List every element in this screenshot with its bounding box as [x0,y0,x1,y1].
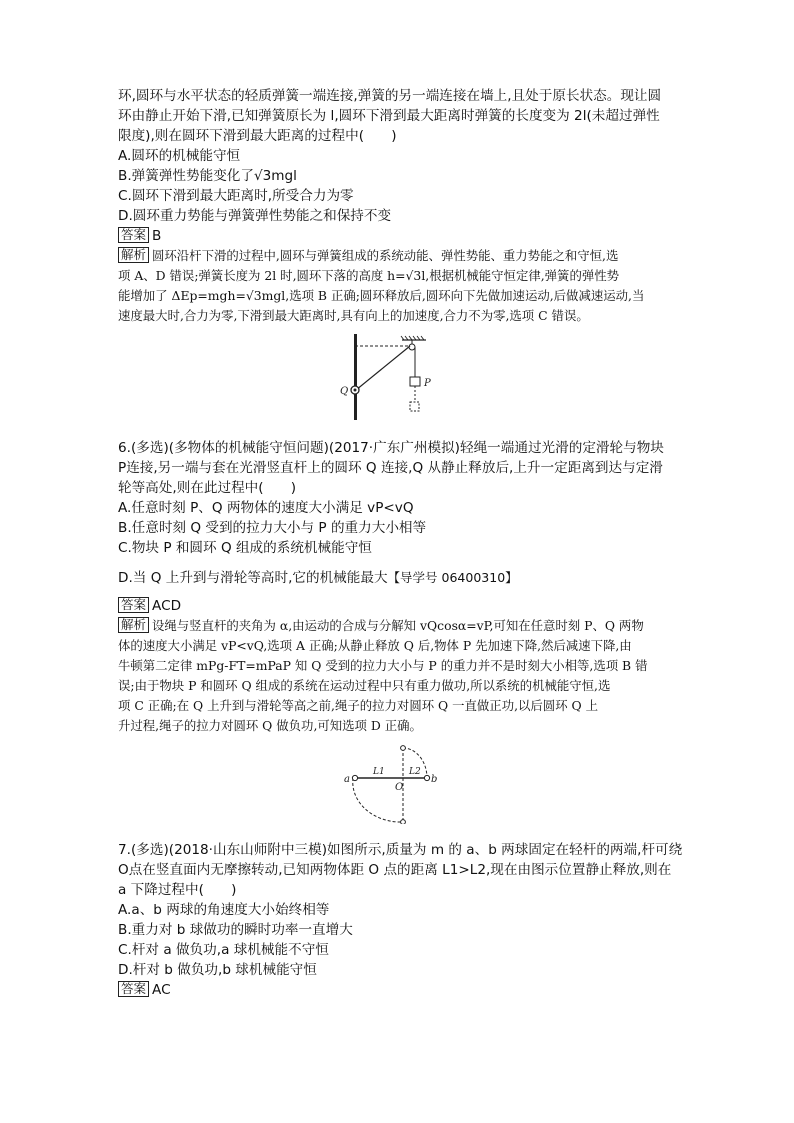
q5-option-b: B.弹簧弹性势能变化了√3mgl [118,168,297,184]
q7-option-b: B.重力对 b 球做功的瞬时功率一直增大 [118,922,353,938]
ball-b [424,775,429,780]
q6-option-a: A.任意时刻 P、Q 两物体的速度大小满足 vP<vQ [118,500,414,516]
label-o: O [395,782,404,793]
answer-tag: 答案 [118,981,149,997]
q7-figure [343,742,453,824]
q6-option-b: B.任意时刻 Q 受到的拉力大小与 P 的重力大小相等 [118,520,427,536]
q5-answer-value: B [152,228,162,244]
q7-stem [118,840,683,900]
document-page [118,86,683,1000]
block-p [410,377,420,386]
ring-q-center [354,389,357,392]
q6-option-c: C.物块 P 和圆环 Q 组成的系统机械能守恒 [118,540,372,556]
pulley-icon [409,344,415,350]
q5-options [118,146,678,226]
q5-explanation [118,246,678,326]
q5-option-a: A.圆环的机械能守恒 [118,148,241,164]
q5-figure [338,332,458,422]
ball-a [352,775,357,780]
q5-option-d: D.圆环重力势能与弹簧弹性势能之和保持不变 [118,208,392,224]
q5-stem-line: 环由静止开始下滑,已知弹簧原长为 l,圆环下滑到最大距离时弹簧的长度变为 2l(未超过弹性 [118,108,660,124]
q6-explanation-line: 项 C 正确;在 Q 上升到与滑轮等高之前,绳子的拉力对圆环 Q 一直做正功,以后圆环 Q 上 [118,698,599,713]
answer-tag: 答案 [118,597,149,613]
q6-explanation-line: 升过程,绳子的拉力对圆环 Q 做负功,可知选项 D 正确。 [118,718,422,733]
q7-answer [118,980,678,1000]
q6-stem-line: P连接,另一端与套在光滑竖直杆上的圆环 Q 连接,Q 从静止释放后,上升一定距离到达与定滑 [118,460,663,476]
q6-option-d-text: D.当 Q 上升到与滑轮等高时,它的机械能最大 [118,570,388,586]
label-p: P [424,378,431,389]
label-l1: L1 [373,767,385,777]
q5-option-c: C.圆环下滑到最大距离时,所受合力为零 [118,188,354,204]
q6-explanation-line: 体的速度大小满足 vP<vQ,选项 A 正确;从静止释放 Q 后,物体 P 先加速下降,然后减速下降,由 [118,638,632,653]
label-q: Q [340,386,349,397]
q6-explanation [118,616,678,736]
q7-option-c: C.杆对 a 做负功,a 球机械能不守恒 [118,942,329,958]
q7-answer-value: AC [152,982,171,998]
q5-explanation-line: 能增加了 ΔEp=mgh=√3mgl,选项 B 正确;圆环释放后,圆环向下先做加速运动,后做减速运动,当 [118,288,645,303]
q6-explanation-line: 设绳与竖直杆的夹角为 α,由运动的合成与分解知 vQcosα=vP,可知在任意时刻 P、Q 两物 [152,618,644,633]
guide-number: 【导学号 06400310】 [387,570,518,585]
q7-options [118,900,678,980]
ball-b-final [401,746,406,751]
q6-explanation-line: 误;由于物块 P 和圆环 Q 组成的系统在运动过程中只有重力做功,所以系统的机械能守恒,选 [118,678,611,693]
q6-stem [118,438,678,498]
q5-stem-line: 限度),则在圆环下滑到最大距离的过程中( ) [118,128,397,144]
q5-stem-line: 环,圆环与水平状态的轻质弹簧一端连接,弹簧的另一端连接在墙上,且处于原长状态。现让圆 [118,88,662,104]
rope-diagonal [356,346,410,390]
q6-stem-line: 6.(多选)(多物体的机械能守恒问题)(2017·广东广州模拟)轻绳一端通过光滑的定滑轮与物块 [118,440,664,456]
label-b: b [431,774,438,785]
q7-option-d: D.杆对 b 做负功,b 球机械能守恒 [118,962,317,978]
q5-stem [118,86,678,146]
q5-explanation-line: 圆环沿杆下滑的过程中,圆环与弹簧组成的系统动能、弹性势能、重力势能之和守恒,选 [152,248,619,263]
q7-stem-line: a 下降过程中( ) [118,882,237,898]
answer-tag: 答案 [118,227,149,243]
q6-answer [118,596,678,616]
explain-tag: 解析 [118,247,149,263]
block-p-final [410,402,419,411]
q7-stem-line: O点在竖直面内无摩擦转动,已知两物体距 O 点的距离 L1>L2,现在由图示位置静止释放,则在 [118,862,672,878]
q5-explanation-line: 项 A、D 错误;弹簧长度为 2l 时,圆环下落的高度 h=√3l,根据机械能守恒定律,弹簧的弹性势 [118,268,620,283]
label-a: a [344,774,350,785]
ball-a-final [401,820,406,824]
explain-tag: 解析 [118,617,149,633]
q6-stem-line: 轮等高处,则在此过程中( ) [118,480,297,496]
ceiling-hatch [401,336,424,340]
q5-answer [118,226,678,246]
q6-options [118,498,678,588]
q6-option-d [118,568,678,588]
q6-answer-value: ACD [152,598,182,614]
q7-stem-line: 7.(多选)(2018·山东山师附中三模)如图所示,质量为 m 的 a、b 两球固定在轻杆的两端,杆可绕 [118,842,683,858]
q7-option-a: A.a、b 两球的角速度大小始终相等 [118,902,330,918]
q6-explanation-line: 牛顿第二定律 mPg-FT=mPaP 知 Q 受到的拉力大小与 P 的重力并不是时刻大小相等,选项 B 错 [118,658,648,673]
label-l2: L2 [409,767,421,777]
q5-explanation-line: 速度最大时,合力为零,下滑到最大距离时,具有向上的加速度,合力不为零,选项 C 错误。 [118,308,589,323]
